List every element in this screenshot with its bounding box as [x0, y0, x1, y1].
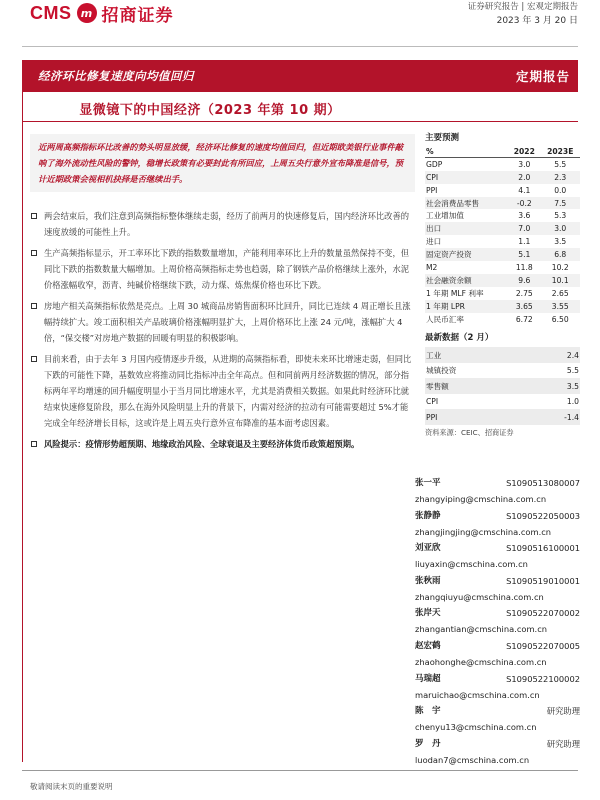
forecast-value: 6.72 — [515, 314, 533, 324]
analyst-entry — [415, 573, 580, 606]
company-logo — [30, 0, 174, 26]
analyst-id: S1090522100002 — [506, 673, 580, 684]
analyst-header-row — [415, 540, 580, 556]
forecast-indicator: 工业增加值 — [426, 211, 464, 221]
latest-data-row — [425, 394, 580, 410]
analyst-list — [415, 475, 580, 768]
risk-text: 风险提示：疫情形势超预期、地缘政治风险、全球衰退及主要经济体货币政策超预期。 — [44, 439, 360, 449]
report-type: 证券研究报告 | 宏观定期报告 — [467, 2, 578, 12]
bullet-square-icon — [31, 213, 37, 219]
forecast-value: 5.1 — [508, 248, 540, 261]
analyst-header-row — [415, 475, 580, 491]
forecast-header-cell: 2023E — [540, 145, 580, 158]
forecast-row — [425, 261, 580, 274]
forecast-value: 2.75 — [515, 288, 533, 298]
forecast-row — [425, 222, 580, 235]
forecast-value: 3.65 — [508, 300, 540, 313]
forecast-indicator: 进口 — [426, 237, 442, 247]
forecast-indicator: GDP — [426, 160, 443, 170]
bullet-item — [30, 245, 415, 293]
analyst-id: S1090519010001 — [506, 575, 580, 586]
forecast-value: 0.0 — [554, 185, 567, 195]
bullet-item — [30, 298, 415, 346]
forecast-value: 6.50 — [551, 314, 569, 324]
title-banner — [22, 60, 578, 92]
latest-value: -1.4 — [527, 409, 580, 425]
footer-divider — [22, 770, 578, 771]
analyst-header-row — [415, 573, 580, 589]
analyst-email-link[interactable]: luodan7@cmschina.com.cn — [415, 754, 530, 765]
risk-warning — [30, 436, 415, 452]
left-accent-line — [22, 60, 23, 762]
latest-value: 2.4 — [527, 347, 580, 363]
logo-company-name: 招商证券 — [101, 5, 174, 26]
forecast-value: 3.55 — [540, 300, 580, 313]
forecast-value: 5.3 — [554, 211, 567, 221]
right-sidebar — [425, 131, 580, 438]
latest-data-row — [425, 378, 580, 394]
latest-indicator: 工业 — [425, 347, 527, 363]
analyst-entry — [415, 671, 580, 704]
forecast-indicator: 出口 — [425, 222, 508, 235]
forecast-indicator: 1 年期 LPR — [425, 300, 508, 313]
forecast-value: 11.8 — [515, 262, 533, 272]
analyst-name: 陈 宇 — [415, 706, 441, 717]
analyst-email-link[interactable]: zhangyiping@cmschina.com.cn — [415, 494, 547, 504]
forecast-value: 9.6 — [508, 274, 540, 287]
banner-subtitle: 经济环比修复速度向均值回归 — [38, 69, 194, 83]
analyst-id: S1090522070005 — [506, 640, 580, 651]
forecast-value: 10.1 — [540, 274, 580, 287]
analyst-entry — [415, 736, 580, 769]
summary-box: 近两周高频指标环比改善的势头明显放缓，经济环比修复的速度均值回归，但近期欧美银行业事件敲响了海外流动性风险的警钟，稳增长政策有必要封此有所回应，上周五央行意外宣布降准是信号，预计近期政策会视相机抉择是否继续出手。 — [30, 134, 415, 192]
forecast-row — [425, 300, 580, 313]
forecast-row — [425, 235, 580, 248]
analyst-header-row — [415, 736, 580, 752]
analyst-header-row — [415, 605, 580, 621]
footer-note: 敬请阅读末页的重要说明 — [30, 782, 113, 791]
forecast-value: 1.1 — [518, 237, 531, 247]
forecast-header-row — [425, 145, 580, 158]
forecast-value: 3.5 — [554, 237, 567, 247]
forecast-row — [425, 158, 580, 171]
forecast-value: 4.1 — [518, 185, 531, 195]
analyst-name: 张静静 — [415, 510, 441, 521]
analyst-id: 研究助理 — [546, 706, 580, 717]
forecast-value: 2.0 — [508, 171, 540, 184]
analyst-header-row — [415, 671, 580, 687]
header-meta — [468, 0, 578, 28]
forecast-value: 3.0 — [518, 160, 531, 170]
analyst-email-link[interactable]: zhangantian@cmschina.com.cn — [415, 624, 548, 635]
logo-emblem-icon: m — [77, 3, 97, 23]
forecast-row — [425, 171, 580, 184]
analyst-id: S1090513080007 — [506, 478, 580, 488]
forecast-value: 2.3 — [540, 171, 580, 184]
forecast-row — [425, 313, 580, 326]
forecast-indicator: 固定资产投资 — [425, 248, 508, 261]
forecast-value: 3.0 — [540, 222, 580, 235]
forecast-header-cell: 2022 — [508, 145, 540, 158]
latest-value: 5.5 — [566, 366, 579, 376]
latest-indicator: CPI — [426, 397, 439, 407]
bullet-item — [30, 351, 415, 431]
title-divider — [22, 121, 578, 122]
latest-data-row — [425, 409, 580, 425]
latest-value: 1.0 — [566, 397, 579, 407]
analyst-entry — [415, 475, 580, 508]
analyst-entry — [415, 540, 580, 573]
forecast-header-cell: % — [425, 145, 508, 158]
forecast-indicator: 人民币汇率 — [426, 314, 464, 324]
latest-indicator: 零售额 — [425, 378, 527, 394]
forecast-indicator: 社会融资余额 — [425, 274, 508, 287]
forecast-value: 5.5 — [554, 160, 567, 170]
header-divider — [22, 46, 578, 47]
analyst-name: 赵宏鹤 — [415, 640, 441, 651]
page-header — [0, 0, 600, 42]
forecast-value: 7.5 — [540, 197, 580, 210]
report-date: 2023 年 3 月 20 日 — [496, 16, 578, 26]
forecast-value: 7.0 — [508, 222, 540, 235]
forecast-row — [425, 248, 580, 261]
analyst-header-row — [415, 508, 580, 524]
bullet-square-icon — [31, 441, 37, 447]
latest-indicator: 城镇投资 — [426, 366, 457, 376]
forecast-row — [425, 287, 580, 300]
page-title: 显微镜下的中国经济（2023 年第 10 期） — [79, 103, 341, 118]
forecast-value: 2.65 — [551, 288, 569, 298]
latest-value: 3.5 — [527, 378, 580, 394]
forecast-indicator: PPI — [426, 185, 438, 195]
forecast-indicator: CPI — [425, 171, 508, 184]
analyst-email-link[interactable]: chenyu13@cmschina.com.cn — [415, 722, 537, 733]
latest-data-row — [425, 363, 580, 379]
bullet-square-icon — [31, 356, 37, 362]
analyst-entry — [415, 638, 580, 671]
bullet-square-icon — [31, 303, 37, 309]
bullet-text: 生产高频指标显示，开工率环比下跌的指数数量增加，产能利用率环比上升的数量虽然保持不变，但同比下跌的指数数量大幅增加。上周价格高频指标走势也趋弱，除了钢铁产品价格继续上涨外，水泥价格涨幅收窄，沥青、纯碱价格继续下跌，动力煤、炼焦煤价格也环比下跌。 — [44, 248, 410, 290]
forecast-value: 10.2 — [551, 262, 569, 272]
analyst-id: 研究助理 — [546, 738, 580, 749]
forecast-row — [425, 209, 580, 222]
latest-data-table — [425, 347, 580, 425]
analyst-entry — [415, 508, 580, 541]
forecast-indicator: 社会消费品零售 — [425, 197, 508, 210]
data-source: 资料来源：CEIC、招商证券 — [425, 427, 514, 437]
bullet-square-icon — [31, 250, 37, 256]
forecast-title: 主要预测 — [425, 133, 460, 143]
analyst-name: 张岸天 — [415, 608, 441, 619]
banner-category: 定期报告 — [515, 69, 570, 84]
forecast-indicator: 1 年期 MLF 利率 — [426, 288, 484, 298]
analyst-id: S1090522050003 — [506, 510, 580, 521]
bullet-item — [30, 208, 415, 240]
analyst-entry — [415, 703, 580, 736]
analyst-id: S1090522070002 — [506, 608, 580, 619]
logo-cms-text: CMS — [30, 2, 72, 23]
forecast-row — [425, 274, 580, 287]
analyst-id: S1090516100001 — [506, 543, 580, 554]
latest-data-title: 最新数据（2 月） — [425, 333, 494, 344]
analyst-name: 刘亚欣 — [415, 543, 441, 554]
analyst-entry — [415, 605, 580, 638]
analyst-header-row — [415, 703, 580, 719]
analyst-email-link[interactable]: maruichao@cmschina.com.cn — [415, 689, 540, 700]
analyst-name: 张秋雨 — [415, 575, 441, 586]
analyst-name: 马瑞超 — [415, 673, 441, 684]
bullet-text: 房地产相关高频指标依然是亮点。上周 30 城商品房销售面积环比回升，同比已连续 4 周正增长且涨幅持续扩大。竣工面积相关产品玻璃价格涨幅明显扩大，上周价格环比上涨 24 元/吨，涨幅扩大 4 倍，“保交楼”对房地产数据的回暖有明显的积极影响。 — [44, 301, 411, 343]
analyst-name: 张一平 — [415, 478, 441, 488]
forecast-indicator: M2 — [426, 262, 438, 272]
forecast-value: 6.8 — [540, 248, 580, 261]
forecast-value: -0.2 — [508, 197, 540, 210]
forecast-table — [425, 145, 580, 325]
analyst-email-link[interactable]: zhangqiuyu@cmschina.com.cn — [415, 591, 544, 602]
analyst-email-link[interactable]: zhangjingjing@cmschina.com.cn — [415, 526, 552, 537]
analyst-email-link[interactable]: liuyaxin@cmschina.com.cn — [415, 559, 528, 570]
analyst-name: 罗 丹 — [415, 738, 441, 749]
analyst-header-row — [415, 638, 580, 654]
bullet-list — [30, 208, 415, 457]
forecast-row — [425, 184, 580, 197]
forecast-row — [425, 197, 580, 210]
latest-indicator: PPI — [425, 409, 527, 425]
analyst-email-link[interactable]: zhaohonghe@cmschina.com.cn — [415, 656, 547, 667]
latest-data-row — [425, 347, 580, 363]
bullet-text: 两会结束后，我们注意到高频指标整体继续走弱，经历了前两月的快速修复后，国内经济环比改善的速度放缓的可能性上升。 — [44, 211, 410, 237]
forecast-value: 3.6 — [518, 211, 531, 221]
bullet-text: 目前来看，由于去年 3 月国内疫情逐步升级，从进期的高频指标看，即使未来环比增速走弱，但同比下跌的可能性下降，基数效应将推动同比指标冲击全年高点。但和同前两月经济数据的情况，部分指标两年平均增速的回升幅度明显小于当月同比增速水平，尤其是消费相关数据。如果此时经济环比就结束快速修复阶段，那么在海外风险明显上升的背景下，内需对经济的拉动有可能需要超过 5%才能完成全年经济增长目标，这或许是上周五央行意外宣布降准的基本面考虑因素。 — [44, 354, 412, 428]
